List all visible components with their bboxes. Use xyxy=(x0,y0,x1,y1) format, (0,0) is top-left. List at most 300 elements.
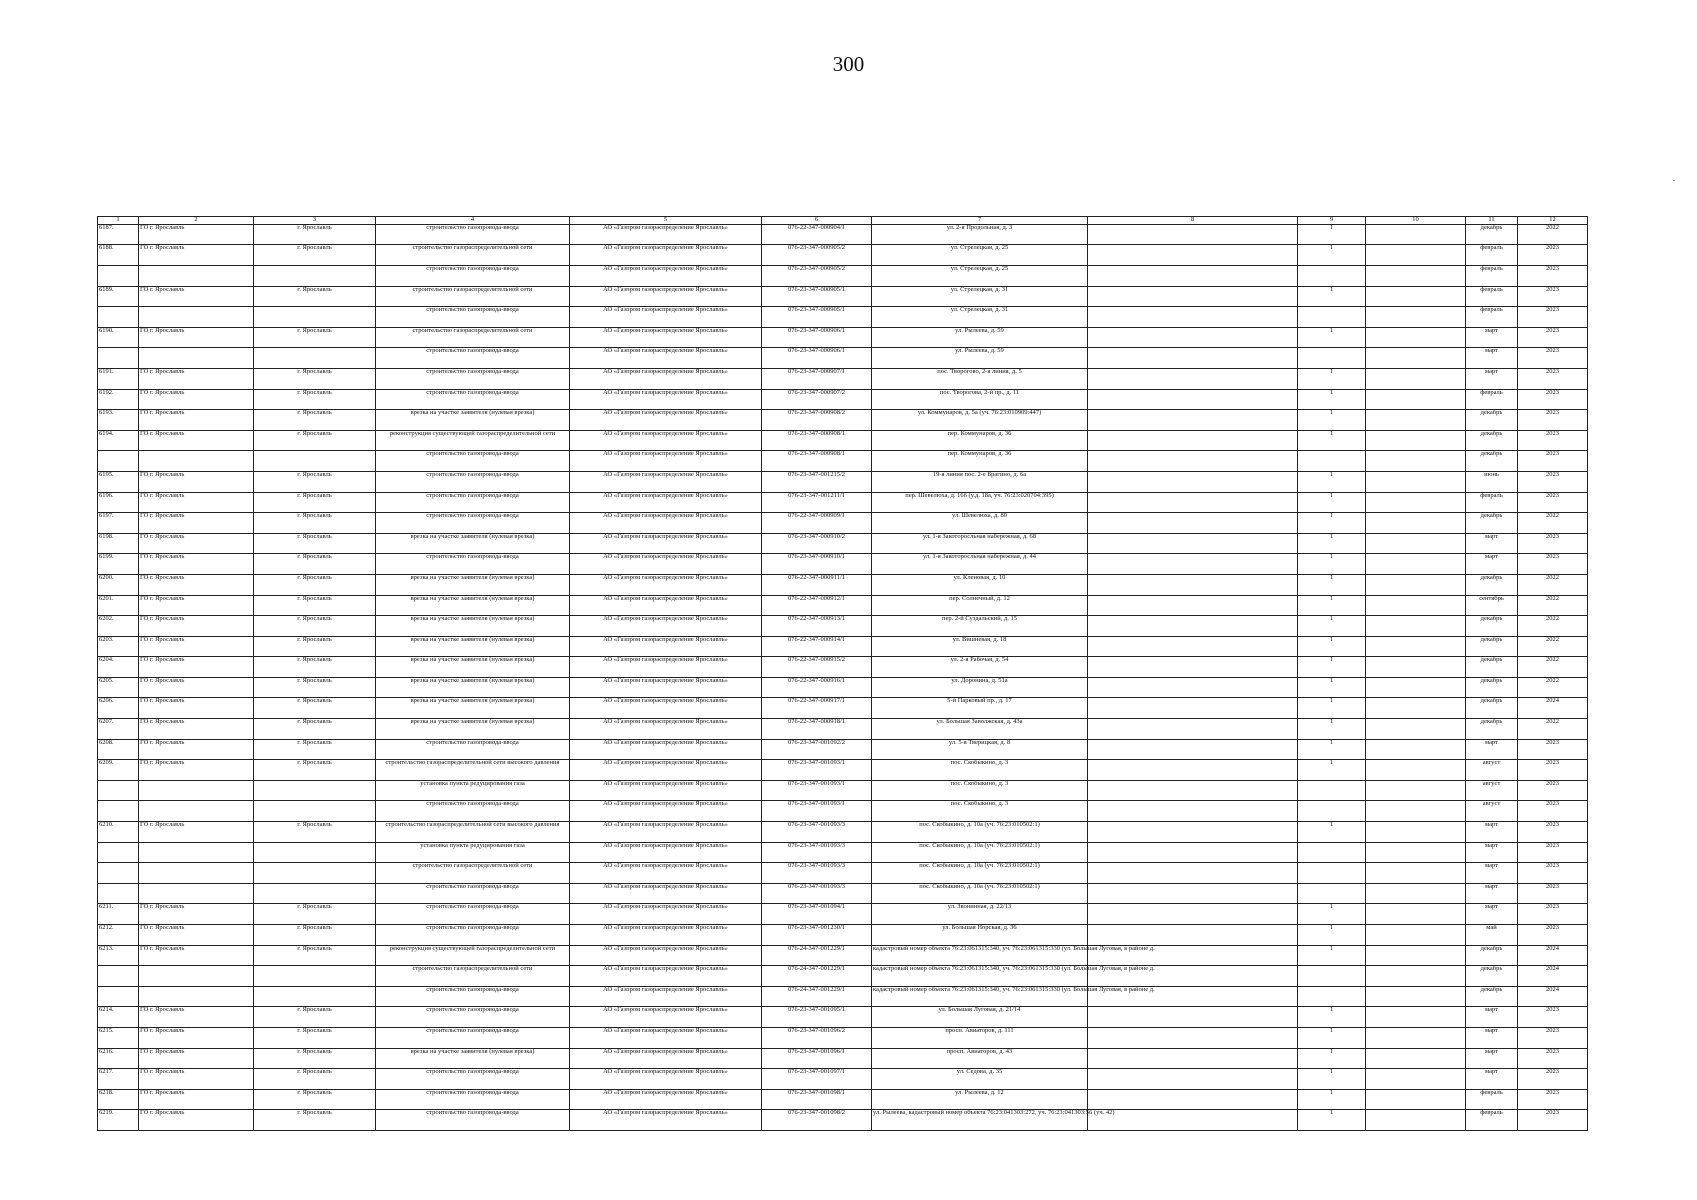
month-cell: март xyxy=(1466,554,1518,575)
row-number xyxy=(98,780,139,801)
address-cell: ул. Коммунаров, д. 5а (уч. 76:23:010909:447) xyxy=(872,410,1088,431)
organization-cell: АО «Газпром газораспределение Ярославль» xyxy=(570,1110,762,1131)
column-9-cell xyxy=(1298,863,1366,884)
address-cell: ул. Стрелецкая, д. 31 xyxy=(872,286,1088,307)
municipality-cell: ГО г. Ярославль xyxy=(139,430,254,451)
table-row xyxy=(98,554,1588,575)
code-cell: 076-23-347-001092/2 xyxy=(762,739,872,760)
column-9-cell: 1 xyxy=(1298,245,1366,266)
organization-cell: АО «Газпром газораспределение Ярославль» xyxy=(570,471,762,492)
row-number: 6207. xyxy=(98,719,139,740)
year-cell: 2023 xyxy=(1518,1027,1588,1048)
settlement-cell: г. Ярославль xyxy=(254,904,376,925)
address-cell: пер. 2-й Суздальский, д. 15 xyxy=(872,616,1088,637)
column-8-cell xyxy=(1088,266,1298,287)
month-cell: декабрь xyxy=(1466,945,1518,966)
table-row xyxy=(98,389,1588,410)
column-8-cell xyxy=(1088,513,1298,534)
column-8-cell xyxy=(1088,801,1298,822)
work-type-cell: строительство газопровода-ввода xyxy=(376,389,570,410)
column-10-cell xyxy=(1366,966,1466,987)
address-cell: пос. Творогова, 2-й пр., д. 11 xyxy=(872,389,1088,410)
column-8-cell xyxy=(1088,368,1298,389)
column-10-cell xyxy=(1366,286,1466,307)
code-cell: 076-22-347-000915/2 xyxy=(762,657,872,678)
municipality-cell xyxy=(139,883,254,904)
settlement-cell: г. Ярославль xyxy=(254,574,376,595)
column-header: 5 xyxy=(570,217,762,225)
settlement-cell xyxy=(254,883,376,904)
work-type-cell: врезка на участке заявителя (нулевая врезка) xyxy=(376,595,570,616)
settlement-cell xyxy=(254,266,376,287)
address-cell: пер. Коммунаров, д. 36 xyxy=(872,451,1088,472)
column-9-cell: 1 xyxy=(1298,616,1366,637)
work-type-cell: строительство газопровода-ввода xyxy=(376,554,570,575)
row-number xyxy=(98,348,139,369)
row-number: 6192. xyxy=(98,389,139,410)
settlement-cell: г. Ярославль xyxy=(254,410,376,431)
organization-cell: АО «Газпром газораспределение Ярославль» xyxy=(570,245,762,266)
table-row xyxy=(98,286,1588,307)
column-8-cell xyxy=(1088,904,1298,925)
organization-cell: АО «Газпром газораспределение Ярославль» xyxy=(570,801,762,822)
address-cell: ул. 2-я Продольная, д. 3 xyxy=(872,224,1088,245)
column-8-cell xyxy=(1088,430,1298,451)
work-type-cell: строительство газораспределительной сети xyxy=(376,863,570,884)
table-row xyxy=(98,616,1588,637)
month-cell: май xyxy=(1466,925,1518,946)
row-number: 6213. xyxy=(98,945,139,966)
table-row xyxy=(98,719,1588,740)
column-8-cell xyxy=(1088,1048,1298,1069)
work-type-cell: строительство газопровода-ввода xyxy=(376,307,570,328)
year-cell: 2023 xyxy=(1518,904,1588,925)
address-cell: ул. 5-я Тверицкая, д. 8 xyxy=(872,739,1088,760)
settlement-cell: г. Ярославль xyxy=(254,389,376,410)
year-cell: 2023 xyxy=(1518,307,1588,328)
month-cell: декабрь xyxy=(1466,224,1518,245)
code-cell: 076-23-347-000907/2 xyxy=(762,389,872,410)
table-row xyxy=(98,595,1588,616)
row-number: 6200. xyxy=(98,574,139,595)
table-row xyxy=(98,739,1588,760)
year-cell: 2023 xyxy=(1518,368,1588,389)
year-cell: 2022 xyxy=(1518,513,1588,534)
work-type-cell: строительство газопровода-ввода xyxy=(376,492,570,513)
column-8-cell xyxy=(1088,471,1298,492)
scan-mark xyxy=(1673,180,1675,181)
municipality-cell: ГО г. Ярославль xyxy=(139,677,254,698)
code-cell: 076-22-347-000918/1 xyxy=(762,719,872,740)
table-row xyxy=(98,368,1588,389)
row-number xyxy=(98,266,139,287)
column-9-cell: 1 xyxy=(1298,945,1366,966)
column-9-cell: 1 xyxy=(1298,224,1366,245)
organization-cell: АО «Газпром газораспределение Ярославль» xyxy=(570,677,762,698)
municipality-cell: ГО г. Ярославль xyxy=(139,471,254,492)
column-10-cell xyxy=(1366,739,1466,760)
code-cell: 076-22-347-000917/1 xyxy=(762,698,872,719)
column-9-cell: 1 xyxy=(1298,471,1366,492)
column-9-cell: 1 xyxy=(1298,513,1366,534)
column-10-cell xyxy=(1366,348,1466,369)
organization-cell: АО «Газпром газораспределение Ярославль» xyxy=(570,574,762,595)
column-8-cell xyxy=(1088,574,1298,595)
work-type-cell: строительство газопровода-ввода xyxy=(376,1007,570,1028)
column-8-cell xyxy=(1088,780,1298,801)
organization-cell: АО «Газпром газораспределение Ярославль» xyxy=(570,780,762,801)
month-cell: декабрь xyxy=(1466,986,1518,1007)
table-row xyxy=(98,533,1588,554)
work-type-cell: строительство газопровода-ввода xyxy=(376,471,570,492)
month-cell: март xyxy=(1466,842,1518,863)
organization-cell: АО «Газпром газораспределение Ярославль» xyxy=(570,451,762,472)
column-10-cell xyxy=(1366,410,1466,431)
municipality-cell: ГО г. Ярославль xyxy=(139,513,254,534)
month-cell: декабрь xyxy=(1466,677,1518,698)
code-cell: 076-23-347-001096/1 xyxy=(762,1048,872,1069)
row-number: 6218. xyxy=(98,1089,139,1110)
settlement-cell: г. Ярославль xyxy=(254,286,376,307)
column-9-cell: 1 xyxy=(1298,636,1366,657)
settlement-cell xyxy=(254,863,376,884)
works-table xyxy=(97,216,1588,1131)
column-10-cell xyxy=(1366,986,1466,1007)
organization-cell: АО «Газпром газораспределение Ярославль» xyxy=(570,842,762,863)
municipality-cell: ГО г. Ярославль xyxy=(139,657,254,678)
municipality-cell: ГО г. Ярославль xyxy=(139,1007,254,1028)
municipality-cell xyxy=(139,966,254,987)
year-cell: 2023 xyxy=(1518,863,1588,884)
table-row xyxy=(98,1048,1588,1069)
table-row xyxy=(98,966,1588,987)
municipality-cell: ГО г. Ярославль xyxy=(139,595,254,616)
column-10-cell xyxy=(1366,925,1466,946)
code-cell: 076-23-347-000905/1 xyxy=(762,307,872,328)
column-9-cell: 1 xyxy=(1298,760,1366,781)
code-cell: 076-23-347-001094/1 xyxy=(762,904,872,925)
month-cell: декабрь xyxy=(1466,966,1518,987)
column-10-cell xyxy=(1366,1069,1466,1090)
organization-cell: АО «Газпром газораспределение Ярославль» xyxy=(570,430,762,451)
column-9-cell: 1 xyxy=(1298,739,1366,760)
work-type-cell: строительство газораспределительной сети xyxy=(376,245,570,266)
month-cell: декабрь xyxy=(1466,574,1518,595)
work-type-cell: строительство газопровода-ввода xyxy=(376,513,570,534)
organization-cell: АО «Газпром газораспределение Ярославль» xyxy=(570,1027,762,1048)
code-cell: 076-23-347-000908/1 xyxy=(762,430,872,451)
year-cell: 2023 xyxy=(1518,842,1588,863)
code-cell: 076-23-347-000908/2 xyxy=(762,410,872,431)
column-header: 2 xyxy=(139,217,254,225)
month-cell: март xyxy=(1466,883,1518,904)
column-header: 1 xyxy=(98,217,139,225)
column-9-cell: 1 xyxy=(1298,368,1366,389)
organization-cell: АО «Газпром газораспределение Ярославль» xyxy=(570,327,762,348)
row-number xyxy=(98,966,139,987)
column-9-cell: 1 xyxy=(1298,430,1366,451)
work-type-cell: строительство газопровода-ввода xyxy=(376,1110,570,1131)
organization-cell: АО «Газпром газораспределение Ярославль» xyxy=(570,863,762,884)
month-cell: декабрь xyxy=(1466,657,1518,678)
row-number: 6190. xyxy=(98,327,139,348)
month-cell: февраль xyxy=(1466,1089,1518,1110)
organization-cell: АО «Газпром газораспределение Ярославль» xyxy=(570,368,762,389)
row-number: 6209. xyxy=(98,760,139,781)
column-header: 11 xyxy=(1466,217,1518,225)
column-9-cell: 1 xyxy=(1298,554,1366,575)
work-type-cell: врезка на участке заявителя (нулевая врезка) xyxy=(376,698,570,719)
column-9-cell: 1 xyxy=(1298,1069,1366,1090)
municipality-cell xyxy=(139,266,254,287)
month-cell: март xyxy=(1466,1027,1518,1048)
municipality-cell: ГО г. Ярославль xyxy=(139,945,254,966)
column-9-cell: 1 xyxy=(1298,1048,1366,1069)
row-number xyxy=(98,842,139,863)
address-cell: кадастровый номер объекта 76:23:061315:340, уч. 76:23:061315:330 (ул. Большая Луговая, в районе д. xyxy=(872,986,1088,1007)
address-cell: пер. Солнечный, д. 12 xyxy=(872,595,1088,616)
column-9-cell: 1 xyxy=(1298,286,1366,307)
municipality-cell: ГО г. Ярославль xyxy=(139,904,254,925)
column-8-cell xyxy=(1088,533,1298,554)
table-row xyxy=(98,760,1588,781)
table-row xyxy=(98,1089,1588,1110)
municipality-cell: ГО г. Ярославль xyxy=(139,822,254,843)
address-cell: просп. Авиаторов, д. 43 xyxy=(872,1048,1088,1069)
row-number: 6196. xyxy=(98,492,139,513)
code-cell: 076-23-347-001230/1 xyxy=(762,925,872,946)
table-row xyxy=(98,883,1588,904)
month-cell: декабрь xyxy=(1466,616,1518,637)
column-10-cell xyxy=(1366,368,1466,389)
year-cell: 2023 xyxy=(1518,1069,1588,1090)
code-cell: 076-23-347-001098/2 xyxy=(762,1110,872,1131)
table-row xyxy=(98,780,1588,801)
municipality-cell: ГО г. Ярославль xyxy=(139,492,254,513)
address-cell: пос. Творогово, 2-я линия, д. 5 xyxy=(872,368,1088,389)
address-cell: пос. Скобыкино, д. 10а (уч. 76:23:010502:1) xyxy=(872,863,1088,884)
month-cell: август xyxy=(1466,801,1518,822)
code-cell: 076-23-347-001093/1 xyxy=(762,801,872,822)
column-8-cell xyxy=(1088,616,1298,637)
column-9-cell: 1 xyxy=(1298,822,1366,843)
table-row xyxy=(98,451,1588,472)
column-9-cell: 1 xyxy=(1298,533,1366,554)
table-row xyxy=(98,492,1588,513)
year-cell: 2023 xyxy=(1518,389,1588,410)
year-cell: 2024 xyxy=(1518,966,1588,987)
address-cell: ул. Звонинная, д. 22/13 xyxy=(872,904,1088,925)
table-row xyxy=(98,471,1588,492)
table-row xyxy=(98,307,1588,328)
work-type-cell: реконструкция существующей газораспределительной сети xyxy=(376,430,570,451)
address-cell: ул. Рылеева, д. 59 xyxy=(872,327,1088,348)
address-cell: пос. Скобыкино, д. 10а (уч. 76:23:010502:1) xyxy=(872,883,1088,904)
month-cell: декабрь xyxy=(1466,410,1518,431)
year-cell: 2023 xyxy=(1518,801,1588,822)
month-cell: февраль xyxy=(1466,286,1518,307)
row-number: 6216. xyxy=(98,1048,139,1069)
month-cell: март xyxy=(1466,822,1518,843)
settlement-cell xyxy=(254,842,376,863)
year-cell: 2022 xyxy=(1518,616,1588,637)
month-cell: март xyxy=(1466,368,1518,389)
table-row xyxy=(98,1110,1588,1131)
column-8-cell xyxy=(1088,595,1298,616)
column-9-cell: 1 xyxy=(1298,1007,1366,1028)
code-cell: 076-23-347-001098/1 xyxy=(762,1089,872,1110)
municipality-cell: ГО г. Ярославль xyxy=(139,760,254,781)
municipality-cell: ГО г. Ярославль xyxy=(139,554,254,575)
year-cell: 2023 xyxy=(1518,1110,1588,1131)
table-row xyxy=(98,698,1588,719)
code-cell: 076-23-347-000905/2 xyxy=(762,266,872,287)
table-row xyxy=(98,224,1588,245)
municipality-cell: ГО г. Ярославль xyxy=(139,245,254,266)
column-9-cell xyxy=(1298,801,1366,822)
row-number: 6187. xyxy=(98,224,139,245)
month-cell: июнь xyxy=(1466,471,1518,492)
table-row xyxy=(98,1027,1588,1048)
work-type-cell: строительство газопровода-ввода xyxy=(376,1089,570,1110)
address-cell: ул. Рылеева, д. 59 xyxy=(872,348,1088,369)
organization-cell: АО «Газпром газораспределение Ярославль» xyxy=(570,410,762,431)
year-cell: 2023 xyxy=(1518,739,1588,760)
month-cell: март xyxy=(1466,1069,1518,1090)
work-type-cell: строительство газопровода-ввода xyxy=(376,1069,570,1090)
column-10-cell xyxy=(1366,1089,1466,1110)
column-8-cell xyxy=(1088,1069,1298,1090)
column-header: 6 xyxy=(762,217,872,225)
address-cell: пос. Скобыкино, д. 3 xyxy=(872,780,1088,801)
municipality-cell: ГО г. Ярославль xyxy=(139,410,254,431)
column-8-cell xyxy=(1088,863,1298,884)
column-9-cell: 1 xyxy=(1298,904,1366,925)
row-number: 6219. xyxy=(98,1110,139,1131)
row-number: 6195. xyxy=(98,471,139,492)
organization-cell: АО «Газпром газораспределение Ярославль» xyxy=(570,224,762,245)
month-cell: март xyxy=(1466,327,1518,348)
settlement-cell: г. Ярославль xyxy=(254,698,376,719)
organization-cell: АО «Газпром газораспределение Ярославль» xyxy=(570,1048,762,1069)
row-number: 6204. xyxy=(98,657,139,678)
municipality-cell: ГО г. Ярославль xyxy=(139,574,254,595)
address-cell: ул. Большая Норская, д. 36 xyxy=(872,925,1088,946)
table-row xyxy=(98,801,1588,822)
column-9-cell: 1 xyxy=(1298,595,1366,616)
row-number: 6201. xyxy=(98,595,139,616)
row-number xyxy=(98,451,139,472)
column-10-cell xyxy=(1366,883,1466,904)
column-10-cell xyxy=(1366,245,1466,266)
column-8-cell xyxy=(1088,1089,1298,1110)
year-cell: 2023 xyxy=(1518,925,1588,946)
column-10-cell xyxy=(1366,533,1466,554)
month-cell: декабрь xyxy=(1466,698,1518,719)
code-cell: 076-23-347-000910/2 xyxy=(762,533,872,554)
column-9-cell: 1 xyxy=(1298,389,1366,410)
column-10-cell xyxy=(1366,224,1466,245)
column-10-cell xyxy=(1366,904,1466,925)
column-10-cell xyxy=(1366,822,1466,843)
column-10-cell xyxy=(1366,554,1466,575)
row-number: 6199. xyxy=(98,554,139,575)
address-cell: пос. Скобыкино, д. 10а (уч. 76:23:010502:1) xyxy=(872,822,1088,843)
column-8-cell xyxy=(1088,1007,1298,1028)
table-row xyxy=(98,904,1588,925)
work-type-cell: строительство газопровода-ввода xyxy=(376,801,570,822)
column-8-cell xyxy=(1088,636,1298,657)
work-type-cell: врезка на участке заявителя (нулевая врезка) xyxy=(376,719,570,740)
year-cell: 2022 xyxy=(1518,677,1588,698)
year-cell: 2023 xyxy=(1518,266,1588,287)
settlement-cell: г. Ярославль xyxy=(254,1069,376,1090)
settlement-cell: г. Ярославль xyxy=(254,368,376,389)
code-cell: 076-23-347-001093/1 xyxy=(762,760,872,781)
municipality-cell: ГО г. Ярославль xyxy=(139,1027,254,1048)
code-cell: 076-22-347-000911/1 xyxy=(762,574,872,595)
month-cell: август xyxy=(1466,780,1518,801)
municipality-cell: ГО г. Ярославль xyxy=(139,286,254,307)
organization-cell: АО «Газпром газораспределение Ярославль» xyxy=(570,513,762,534)
table-row xyxy=(98,574,1588,595)
organization-cell: АО «Газпром газораспределение Ярославль» xyxy=(570,533,762,554)
municipality-cell xyxy=(139,451,254,472)
municipality-cell xyxy=(139,986,254,1007)
municipality-cell xyxy=(139,842,254,863)
row-number: 6212. xyxy=(98,925,139,946)
column-10-cell xyxy=(1366,1110,1466,1131)
year-cell: 2023 xyxy=(1518,492,1588,513)
column-9-cell: 1 xyxy=(1298,698,1366,719)
month-cell: март xyxy=(1466,1007,1518,1028)
year-cell: 2022 xyxy=(1518,595,1588,616)
row-number: 6203. xyxy=(98,636,139,657)
code-cell: 076-24-347-001229/1 xyxy=(762,966,872,987)
month-cell: декабрь xyxy=(1466,513,1518,534)
table-body xyxy=(98,224,1588,1130)
row-number xyxy=(98,307,139,328)
settlement-cell xyxy=(254,307,376,328)
municipality-cell xyxy=(139,348,254,369)
settlement-cell: г. Ярославль xyxy=(254,822,376,843)
work-type-cell: строительство газопровода-ввода xyxy=(376,1027,570,1048)
address-cell: пер. Шевелюха, д. 166 (у.д. 18а, уч. 76:23:020704:395) xyxy=(872,492,1088,513)
year-cell: 2023 xyxy=(1518,780,1588,801)
table-row xyxy=(98,863,1588,884)
column-header: 10 xyxy=(1366,217,1466,225)
settlement-cell: г. Ярославль xyxy=(254,471,376,492)
column-9-cell: 1 xyxy=(1298,327,1366,348)
work-type-cell: строительство газораспределительной сети высокого давления xyxy=(376,760,570,781)
row-number: 6214. xyxy=(98,1007,139,1028)
year-cell: 2023 xyxy=(1518,245,1588,266)
column-10-cell xyxy=(1366,513,1466,534)
column-8-cell xyxy=(1088,760,1298,781)
column-10-cell xyxy=(1366,636,1466,657)
work-type-cell: строительство газопровода-ввода xyxy=(376,904,570,925)
column-9-cell xyxy=(1298,348,1366,369)
column-9-cell: 1 xyxy=(1298,492,1366,513)
work-type-cell: строительство газопровода-ввода xyxy=(376,368,570,389)
column-8-cell xyxy=(1088,1110,1298,1131)
column-9-cell xyxy=(1298,883,1366,904)
year-cell: 2023 xyxy=(1518,327,1588,348)
code-cell: 076-22-347-000914/1 xyxy=(762,636,872,657)
table-row xyxy=(98,327,1588,348)
column-10-cell xyxy=(1366,677,1466,698)
column-9-cell: 1 xyxy=(1298,719,1366,740)
